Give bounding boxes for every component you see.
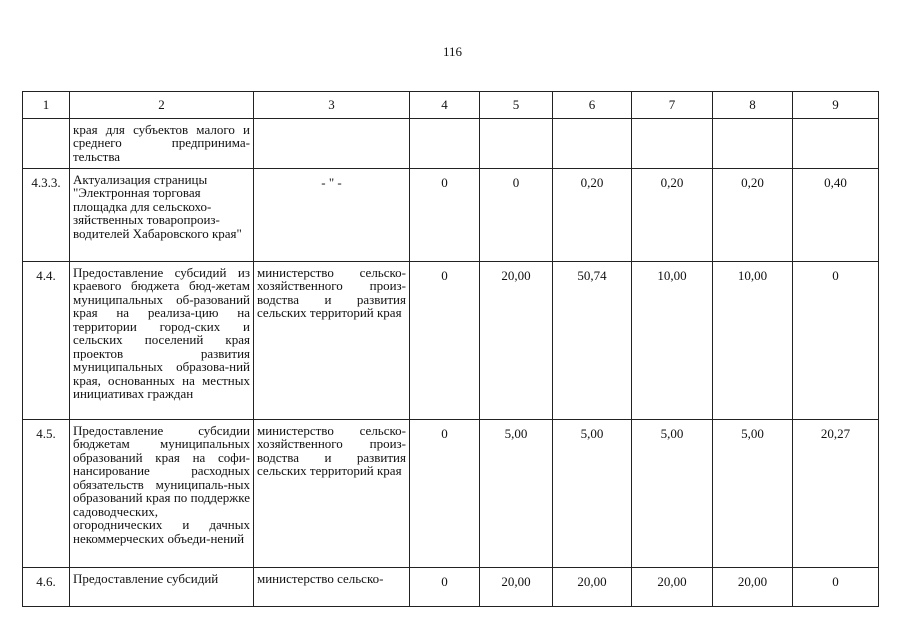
measure-cell: Предоставление субсидии бюджетам муниципальных образований края на софи-нансирование расходных обязательств муниципаль-ных образований края по поддержке садоводческих, огороднических и дачных некоммерческих объеди-нений [70,419,254,567]
value-cell [632,118,713,168]
page-number: 116 [442,44,463,59]
executor-cell: - " - [254,168,410,261]
measure-cell: края для субъектов малого и среднего предпринима-тельства [70,118,254,168]
value-cell: 5,00 [632,419,713,567]
value-cell [410,118,480,168]
value-cell: 10,00 [632,261,713,419]
row-id: 4.5. [23,419,70,567]
measure-cell: Актуализация страницы "Электронная торговая площадка для сельскохо-зяйственных товаропроиз-водителей Хабаровского края" [70,168,254,261]
value-cell [553,118,632,168]
value-cell: 0,20 [632,168,713,261]
value-cell: 0 [410,261,480,419]
table-row [23,261,879,419]
executor-cell [254,118,410,168]
value-cell: 0 [793,261,879,419]
table-row [23,118,879,168]
header-cell: 6 [553,92,632,119]
value-cell [713,118,793,168]
table-row [23,168,879,261]
table-row [23,419,879,567]
program-measures-table [22,91,879,607]
value-cell: 0,20 [553,168,632,261]
value-cell: 20,00 [632,567,713,606]
executor-cell: министерство сельско-хозяйственного произ-водства и развития сельских территорий края [254,419,410,567]
value-cell: 5,00 [553,419,632,567]
value-cell: 20,27 [793,419,879,567]
value-cell: 0 [410,168,480,261]
value-cell: 0 [410,567,480,606]
header-cell: 4 [410,92,480,119]
value-cell: 10,00 [713,261,793,419]
value-cell [480,118,553,168]
value-cell: 0,40 [793,168,879,261]
value-cell: 20,00 [713,567,793,606]
header-cell: 2 [70,92,254,119]
header-cell: 3 [254,92,410,119]
value-cell [793,118,879,168]
value-cell: 5,00 [713,419,793,567]
value-cell: 5,00 [480,419,553,567]
table-row [23,567,879,606]
value-cell: 20,00 [480,261,553,419]
measure-cell: Предоставление субсидий [70,567,254,606]
value-cell: 0,20 [713,168,793,261]
measure-cell: Предоставление субсидий из краевого бюджета бюд-жетам муниципальных об-разований края на реализа-цию на территории город-ских и сельских поселений края проектов развития муниципальных образова-ний края, основанных на местных инициативах граждан [70,261,254,419]
executor-cell: министерство сельско-хозяйственного произ-водства и развития сельских территорий края [254,261,410,419]
row-id [23,118,70,168]
header-cell: 7 [632,92,713,119]
value-cell: 50,74 [553,261,632,419]
value-cell: 0 [410,419,480,567]
row-id: 4.4. [23,261,70,419]
value-cell: 20,00 [553,567,632,606]
row-id: 4.3.3. [23,168,70,261]
row-id: 4.6. [23,567,70,606]
header-cell: 1 [23,92,70,119]
header-cell: 5 [480,92,553,119]
value-cell: 0 [793,567,879,606]
header-cell: 8 [713,92,793,119]
executor-cell: министерство сельско- [254,567,410,606]
value-cell: 0 [480,168,553,261]
table-header-row [23,92,879,119]
header-cell: 9 [793,92,879,119]
value-cell: 20,00 [480,567,553,606]
